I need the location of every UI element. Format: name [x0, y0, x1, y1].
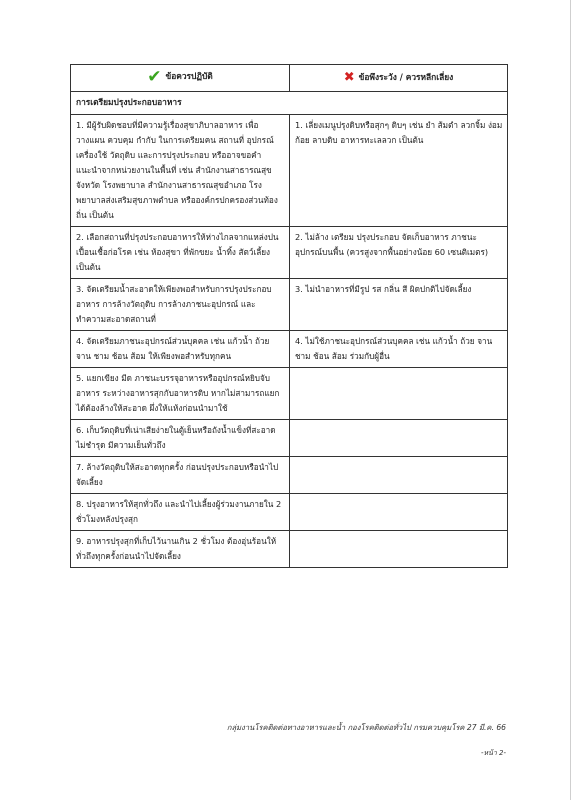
do-cell: 8. ปรุงอาหารให้สุกทั่วถึง และนำไปเลี้ยงผู้ร่วมงานภายใน 2 ชั่วโมงหลังปรุงสุก	[71, 494, 290, 531]
header-do-label: ข้อควรปฏิบัติ	[165, 71, 213, 82]
table-row	[71, 368, 508, 420]
table-row	[71, 457, 508, 494]
dont-cell	[290, 531, 508, 568]
header-do	[71, 65, 290, 92]
table-row	[71, 494, 508, 531]
dont-cell	[290, 420, 508, 457]
table-header-row	[71, 65, 508, 92]
do-cell: 2. เลือกสถานที่ปรุงประกอบอาหารให้ห่างไกลจากแหล่งปนเปื้อนเชื้อก่อโรค เช่น ห้องสุขา ที่พักขยะ น้ำทิ้ง สัตว์เลี้ยง เป็นต้น	[71, 227, 290, 279]
do-cell: 1. มีผู้รับผิดชอบที่มีความรู้เรื่องสุขาภิบาลอาหาร เพื่อวางแผน ควบคุม กำกับ ในการเตรียมคน สถานที่ อุปกรณ์ เครื่องใช้ วัตถุดิบ และการปรุงประกอบ หรืออาจขอคำแนะนำจากหน่วยงานในพื้นที่ เช่น สำนักงานสาธารณสุขจังหวัด โรงพยาบาล สำนักงานสาธารณสุขอำเภอ โรงพยาบาลส่งเสริมสุขภาพตำบล หรือองค์กรปกครองส่วนท้องถิ่น เป็นต้น	[71, 115, 290, 227]
page-number: -หน้า 2-	[480, 749, 506, 757]
header-dont	[290, 65, 508, 92]
dont-cell: 2. ไม่ล้าง เตรียม ปรุงประกอบ จัดเก็บอาหาร ภาชนะอุปกรณ์บนพื้น (ควรสูงจากพื้นอย่างน้อย 60 เซนติเมตร)	[290, 227, 508, 279]
do-cell: 3. จัดเตรียมน้ำสะอาดให้เพียงพอสำหรับการปรุงประกอบอาหาร การล้างวัตถุดิบ การล้างภาชนะอุปกรณ์ และทำความสะอาดสถานที่	[71, 279, 290, 331]
dont-cell	[290, 494, 508, 531]
table-row	[71, 531, 508, 568]
check-icon: ✔	[147, 66, 162, 87]
do-cell: 6. เก็บวัตถุดิบที่เน่าเสียง่ายในตู้เย็นหรือถังน้ำแข็งที่สะอาด ไม่ชำรุด มีความเย็นทั่วถึง	[71, 420, 290, 457]
dont-cell	[290, 368, 508, 420]
table-row	[71, 420, 508, 457]
do-cell: 5. แยกเขียง มีด ภาชนะบรรจุอาหารหรืออุปกรณ์หยิบจับอาหาร ระหว่างอาหารสุกกับอาหารดิบ หากไม่สามารถแยกได้ต้องล้างให้สะอาด ผึ่งให้แห้งก่อนนำมาใช้	[71, 368, 290, 420]
dont-cell: 3. ไม่นำอาหารที่มีรูป รส กลิ่น สี ผิดปกติไปจัดเลี้ยง	[290, 279, 508, 331]
table-row	[71, 227, 508, 279]
guideline-table	[70, 64, 508, 568]
dont-cell	[290, 457, 508, 494]
table-row	[71, 115, 508, 227]
table-row	[71, 331, 508, 368]
section-title: การเตรียมปรุงประกอบอาหาร	[71, 92, 508, 115]
do-cell: 7. ล้างวัตถุดิบให้สะอาดทุกครั้ง ก่อนปรุงประกอบหรือนำไปจัดเลี้ยง	[71, 457, 290, 494]
do-cell: 9. อาหารปรุงสุกที่เก็บไว้นานเกิน 2 ชั่วโมง ต้องอุ่นร้อนให้ทั่วถึงทุกครั้งก่อนนำไปจัดเลี้ยง	[71, 531, 290, 568]
section-row	[71, 92, 508, 115]
do-cell: 4. จัดเตรียมภาชนะอุปกรณ์ส่วนบุคคล เช่น แก้วน้ำ ถ้วย จาน ชาม ช้อน ส้อม ให้เพียงพอสำหรับทุกคน	[71, 331, 290, 368]
dont-cell: 4. ไม่ใช้ภาชนะอุปกรณ์ส่วนบุคคล เช่น แก้วน้ำ ถ้วย จาน ชาม ช้อน ส้อม ร่วมกับผู้อื่น	[290, 331, 508, 368]
cross-icon: ✖	[343, 69, 355, 85]
table-row	[71, 279, 508, 331]
footer-source: กลุ่มงานโรคติดต่อทางอาหารและน้ำ กองโรคติดต่อทั่วไป กรมควบคุมโรค 27 มี.ค. 66	[226, 723, 506, 732]
header-dont-label: ข้อพึงระวัง / ควรหลีกเลี่ยง	[358, 72, 454, 83]
dont-cell: 1. เลี่ยงเมนูปรุงดิบหรือสุกๆ ดิบๆ เช่น ยำ ส้มตำ ลวกจิ้ม ง่อม ก้อย ลาบดิบ อาหารทะเลลวก เป็นต้น	[290, 115, 508, 227]
